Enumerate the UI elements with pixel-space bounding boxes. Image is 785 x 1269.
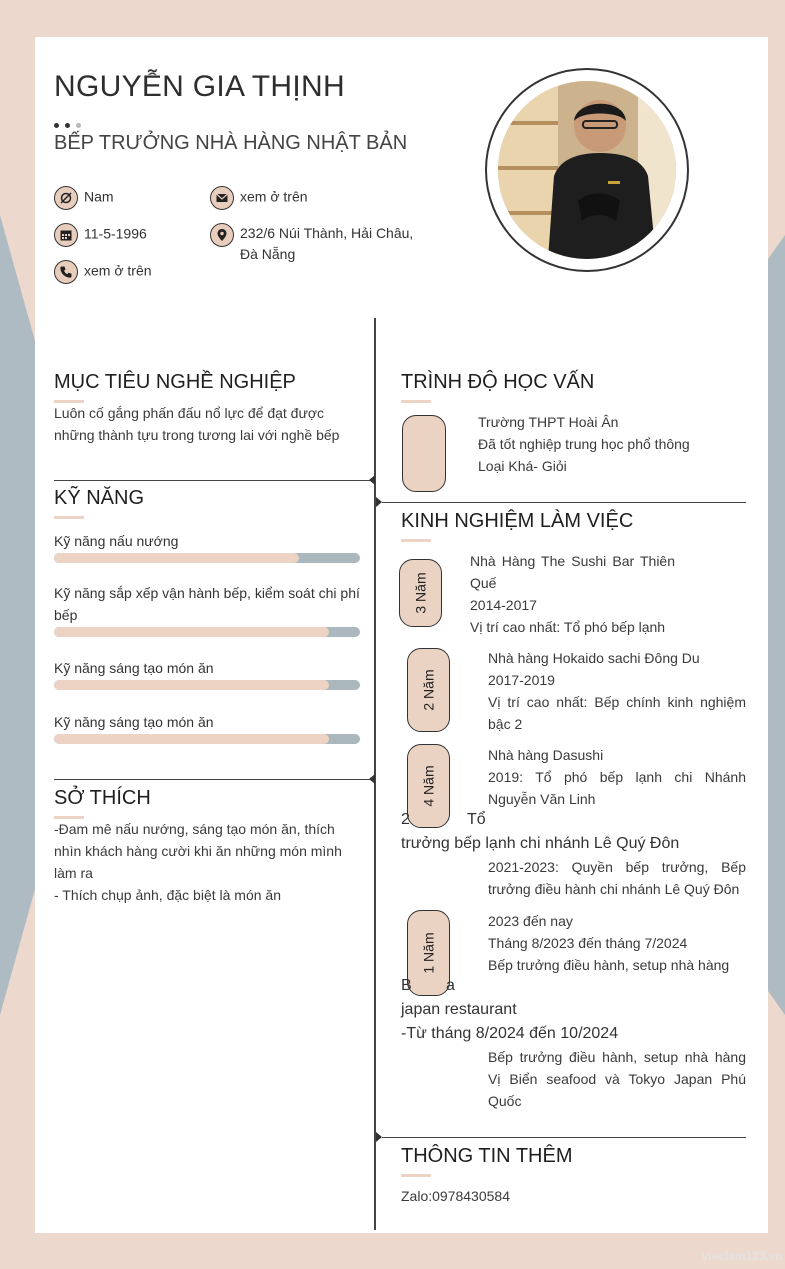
skill-bar <box>54 627 360 637</box>
birthday-value: 11-5-1996 <box>84 225 147 242</box>
education-title: TRÌNH ĐỘ HỌC VẤN <box>401 371 595 393</box>
experience-title: KINH NGHIỆM LÀM VIỆC <box>401 510 634 532</box>
skill-bar-fill <box>54 553 299 563</box>
skill-label: Kỹ năng sáng tạo món ăn <box>54 714 214 730</box>
divider-experience-extra <box>382 1137 746 1138</box>
skill-bar <box>54 734 360 744</box>
skill-label: Kỹ năng nấu nướng <box>54 533 179 549</box>
education-pill <box>402 415 446 492</box>
experience-underline <box>401 539 431 542</box>
hobbies-text: -Đam mê nấu nướng, sáng tạo món ăn, thích nhìn khách hàng cười khi ăn những món mình làm ra - Thích chụp ảnh, đặc biệt là món ăn <box>54 821 342 903</box>
overflow-text: 2 <box>401 811 410 828</box>
email-value: xem ở trên <box>240 188 308 205</box>
extra-info-underline <box>401 1174 431 1177</box>
job-entry: Nhà Hàng The Sushi Bar Thiên Quế 2014-2017 Vị trí cao nhất: Tổ phó bếp lạnh <box>470 553 675 635</box>
birthday-info <box>54 223 147 247</box>
job-entry: Nhà hàng Dasushi 2019: Tổ phó bếp lạnh chi Nhánh Nguyễn Văn Linh <box>488 747 746 807</box>
job-entry: Nhà hàng Hokaido sachi Đông Du 2017-2019 Vị trí cao nhất: Bếp chính kinh nghiệm bậc 2 <box>488 650 746 732</box>
overflow-text: B <box>401 977 412 994</box>
phone-icon <box>54 260 78 284</box>
education-details: Trường THPT Hoài Ân Đã tốt nghiệp trung học phổ thông Loại Khá- Giỏi <box>478 414 690 474</box>
hobbies-title: SỞ THÍCH <box>54 787 151 809</box>
overflow-text: japan restaurant <box>401 1001 517 1018</box>
divider-arrow <box>369 774 375 784</box>
skill-bar <box>54 680 360 690</box>
duration-pill: 3 Năm <box>399 559 442 627</box>
skill-label: Kỹ năng sắp xếp vận hành bếp, kiểm soát chi phí bếp <box>54 585 360 623</box>
job-title: BẾP TRƯỞNG NHÀ HÀNG NHẬT BẢN <box>54 132 408 154</box>
objective-title: MỤC TIÊU NGHỀ NGHIỆP <box>54 371 296 393</box>
gender-icon <box>54 186 78 210</box>
overflow-text: trưởng bếp lạnh chi nhánh Lê Quý Đôn <box>401 835 680 852</box>
skills-underline <box>54 516 84 519</box>
phone-info <box>54 260 152 284</box>
title-dots <box>54 115 87 133</box>
overflow-text: Tổ <box>467 811 486 828</box>
address-line2: Đà Nẵng <box>240 246 296 262</box>
skill-bar-fill <box>54 680 329 690</box>
skill-bar-fill <box>54 734 329 744</box>
duration-pill: 2 Năm <box>407 648 450 732</box>
phone-value: xem ở trên <box>84 262 152 279</box>
duration-pill: 4 Năm <box>407 744 450 828</box>
gender-value: Nam <box>84 188 114 205</box>
background-left-shape <box>0 215 40 1015</box>
job-entry-continued: Bếp trưởng điều hành, setup nhà hàng Vị Biển seafood và Tokyo Japan Phú Quốc <box>488 1049 746 1109</box>
email-icon <box>210 186 234 210</box>
extra-info-title: THÔNG TIN THÊM <box>401 1145 573 1167</box>
email-info <box>210 186 308 210</box>
candidate-name: NGUYỄN GIA THỊNH <box>54 70 345 103</box>
skill-bar-fill <box>54 627 329 637</box>
objective-text: Luôn cố gắng phấn đấu nổ lực để đạt được những thành tựu trong tương lai với nghề bếp <box>54 405 340 443</box>
calendar-icon <box>54 223 78 247</box>
divider-arrow <box>376 1132 382 1142</box>
overflow-text: a <box>446 977 455 994</box>
overflow-text: -Từ tháng 8/2024 đến 10/2024 <box>401 1025 619 1042</box>
education-underline <box>401 400 431 403</box>
divider-arrow <box>369 475 375 485</box>
skill-label: Kỹ năng sáng tạo món ăn <box>54 660 214 676</box>
watermark: vieclam123.vn <box>701 1249 783 1263</box>
skills-title: KỸ NĂNG <box>54 487 145 509</box>
divider-education-experience <box>382 502 746 503</box>
avatar <box>498 81 676 259</box>
address-line1: 232/6 Núi Thành, Hải Châu, <box>240 225 414 241</box>
address-info <box>210 223 413 265</box>
job-entry: 2023 đến nay Tháng 8/2023 đến tháng 7/2024 Bếp trưởng điều hành, setup nhà hàng <box>488 913 730 973</box>
zalo-contact: Zalo:0978430584 <box>401 1188 510 1204</box>
divider-arrow <box>376 497 382 507</box>
job-entry-continued: 2021-2023: Quyền bếp trưởng, Bếp trưởng điều hành chi nhánh Lê Quý Đôn <box>488 859 746 897</box>
duration-pill: 1 Năm <box>407 910 450 996</box>
skill-bar <box>54 553 360 563</box>
location-pin-icon <box>210 223 234 247</box>
gender-info <box>54 186 114 210</box>
divider-objective-skills <box>54 480 370 481</box>
divider-skills-hobbies <box>54 779 370 780</box>
